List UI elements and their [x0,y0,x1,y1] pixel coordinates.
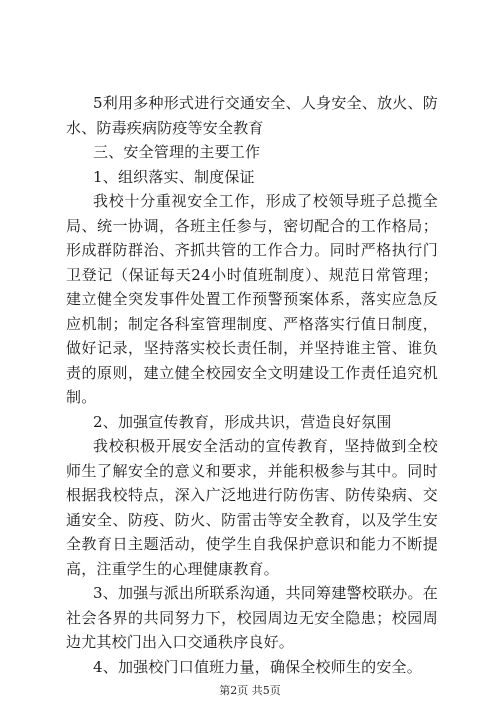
paragraph-safety-education: 5利用多种形式进行交通安全、人身安全、放火、防水、防毒疾病防疫等安全教育 [66,94,438,137]
page-footer: 第2页 共5页 [219,684,281,697]
paragraph-police-school: 3、加强与派出所联系沟通，共同筹建警校联办。在社会各界的共同努力下，校园周边无安全隐患；校园周边尤其校门出入口交通秩序良好。 [66,584,438,651]
subheading-organization: 1、组织落实、制度保证 [93,167,255,186]
paragraph-gate-duty: 4、加强校门口值班力量，确保全校师生的安全。 [93,657,422,676]
document-body [66,91,438,679]
subheading-publicity: 2、加强宣传教育，形成共识，营造良好氛围 [93,412,392,431]
paragraph-publicity: 我校积极开展安全活动的宣传教育，坚持做到全校师生了解安全的意义和要求，并能积极参与其中。同时根据我校特点，深入广泛地进行防伤害、防传染病、交通安全、防疫、防火、防雷击等安全教育，以及学生安全教育日主题活动，使学生自我保护意识和能力不断提高，注重学生的心理健康教育。 [66,437,438,578]
paragraph-organization: 我校十分重视安全工作，形成了校领导班子总揽全局、统一协调，各班主任参与，密切配合的工作格局；形成群防群治、齐抓共管的工作合力。同时严格执行门卫登记（保证每天24小时值班制度）、规范日常管理；建立健全突发事件处置工作预警预案体系，落实应急反应机制；制定各科室管理制度、严格落实行值日制度，做好记录，坚持落实校长责任制，并坚持谁主管、谁负责的原则，建立健全校园安全文明建设工作责任追究机制。 [66,192,438,406]
heading-safety-management: 三、安全管理的主要工作 [93,143,261,161]
